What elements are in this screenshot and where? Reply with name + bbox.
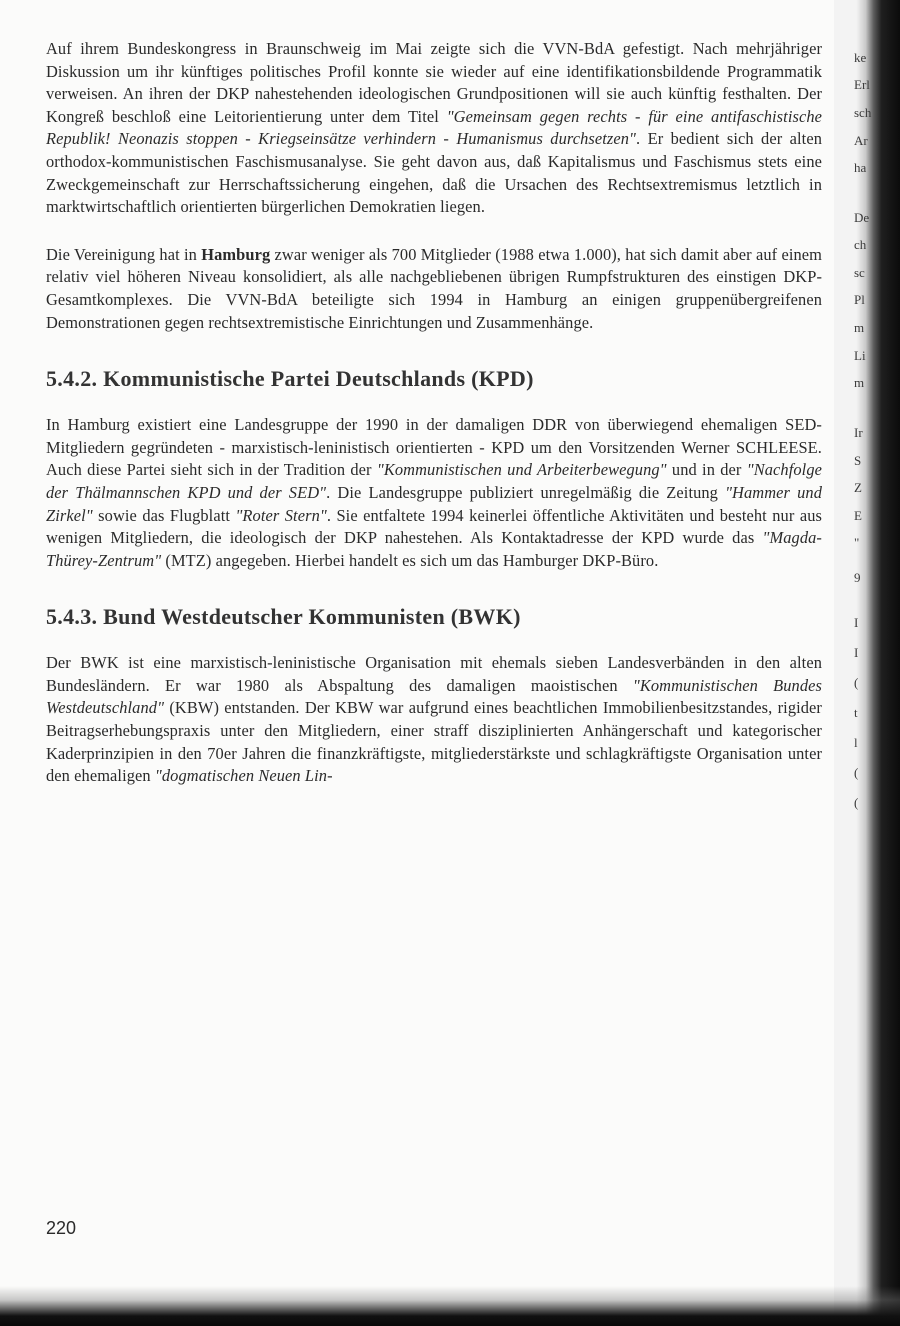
bleed-fragment: ( <box>854 675 859 690</box>
bleed-fragment: ke <box>854 50 867 65</box>
text-run: . Die Landesgruppe publiziert unregelmäßig die Zeitung <box>326 482 726 502</box>
bleed-fragment: 9 <box>854 570 861 585</box>
text-run: . Er bedient sich der alten orthodox-kommunistischen Faschismusanalyse. Sie geht davon aus, daß Kapitalismus und Faschismus stets eine Zweckgemeinschaft zur Herrschaftssicherung eingehen, daß die Ursachen des Rechtsextremismus letztlich in marktwirtschaftlich orientierten bürgerlichen Demokratien liegen. <box>46 129 822 217</box>
text-run: Der BWK ist eine marxistisch-leninistische Organisation mit ehemals sieben Landesverbänden in den alten Bundesländern. Er war 1980 als Abspaltung des damaligen maoistischen <box>46 653 822 695</box>
bleed-fragment: Z <box>854 480 862 495</box>
bleed-fragment: ( <box>854 765 859 780</box>
quote-tradition: "Kommunistischen und Arbeiterbewegung" <box>376 460 667 480</box>
bleed-fragment: " <box>854 535 860 550</box>
bleed-fragment: m <box>854 320 865 335</box>
section-heading-bwk: 5.4.3. Bund Westdeutscher Kommunisten (BWK) <box>46 604 521 630</box>
bottom-scan-shadow <box>0 1286 900 1326</box>
quote-leitorientierung-title: "Gemeinsam gegen rechts - für eine antifaschistische Republik! Neonazis stoppen - Kriegseinsätze verhindern - Humanismus durchsetzen" <box>46 106 822 149</box>
text-run: (KBW) entstanden. Der KBW war aufgrund eines beachtlichen Immobilienbesitzstandes, rigider Beitragserhebungspraxis unter den Mitgliedern, einer straff disziplinierten Anhängerschaft und kategorischer Kaderprinzipien in den 70er Jahren die finanzkräftigste, mitgliederstärkste und schlagkräftigste Organisation unter den ehemaligen <box>46 698 822 786</box>
bleed-fragment: Erl <box>854 77 870 92</box>
section-heading-kpd: 5.4.2. Kommunistische Partei Deutschlands (KPD) <box>46 366 534 392</box>
page-number: 220 <box>46 1218 77 1238</box>
text-column <box>46 38 822 813</box>
paragraph-kpd <box>46 414 822 572</box>
bleed-fragment: S <box>854 453 862 468</box>
quote-dogmatische-neue-linke: "dogmatischen Neuen Lin- <box>154 766 333 786</box>
text-run: (MTZ) angegeben. Hierbei handelt es sich um das Hamburger DKP-Büro. <box>161 550 659 570</box>
text-run: . Sie entfaltete 1994 keinerlei öffentliche Aktivitäten und besteht nur aus wenigen Mitgliedern, die ideologisch der DKP nahestehen. Als Kontaktadresse der KPD wurde das <box>46 505 822 548</box>
bleed-fragment: sch <box>854 105 872 120</box>
quote-kbw: "Kommunistischen Bundes Westdeutschland" <box>46 675 822 718</box>
bleed-fragment: Li <box>854 348 866 363</box>
bleed-fragment: sc <box>854 265 865 280</box>
quote-nachfolge: "Nachfolge der Thälmannschen KPD und der SED" <box>46 460 822 502</box>
text-run: Auf ihrem Bundeskongress in Braunschweig im Mai zeigte sich die VVN-BdA gefestigt. Nach mehrjähriger Diskussion um ihr künftiges politisches Profil konnte sie wieder auf eine identifikationsbildende Programmatik verweisen. An ihren der DKP nahestehenden ideologischen Grundpositionen will sie auch künftig festhalten. Der Kongreß beschloß eine Leitorientierung unter dem Titel <box>46 39 822 126</box>
text-run: sowie das Flugblatt <box>92 505 236 525</box>
bleed-fragment: ha <box>854 160 867 175</box>
bleed-fragment: Ar <box>854 133 868 148</box>
paragraph-vvn-congress <box>46 38 822 219</box>
bleed-fragment: m <box>854 375 865 390</box>
bleed-fragment: I <box>854 645 859 660</box>
text-run: Die Vereinigung hat in <box>46 244 202 264</box>
quote-magda-thuerey-zentrum: "Magda-Thürey-Zentrum" <box>46 528 822 570</box>
text-run: In Hamburg existiert eine Landesgruppe der 1990 in der damaligen DDR von überwiegend ehemaligen SED-Mitgliedern gegründeten - marxistisch-leninistisch orientierten - KPD um den Vorsitzenden Werner SCHLEESE. Auch diese Partei sieht sich in der Tradition der <box>46 415 822 480</box>
bleed-fragment: I <box>854 615 859 630</box>
bleed-fragment: E <box>854 508 862 523</box>
quote-roter-stern: "Roter Stern" <box>235 505 327 525</box>
bleed-fragment: t <box>854 705 858 720</box>
paragraph-bwk <box>46 652 822 788</box>
bleed-fragment: ch <box>854 237 867 252</box>
quote-hammer-und-zirkel: "Hammer und Zirkel" <box>46 482 822 525</box>
text-run: zwar weniger als 700 Mitglieder (1988 etwa 1.000), hat sich damit aber auf einem relativ viel höheren Niveau konsolidiert, als alle nachgebliebenen übrigen Rumpfstrukturen des einstigen DKP-Gesamtkomplexes. Die VVN-BdA beteiligte sich 1994 in Hamburg an einigen gruppenübergreifenen Demonstrationen gegen rechtsextremistische Einrichtungen und Zusammenhänge. <box>46 244 822 332</box>
paragraph-vvn-hamburg <box>46 244 822 334</box>
bleed-fragment: l <box>854 735 858 750</box>
bleed-fragment: ( <box>854 795 859 810</box>
bleed-fragment: Pl <box>854 292 865 307</box>
binding-shadow <box>834 0 900 1326</box>
bleed-fragment: De <box>854 210 870 225</box>
emphasis-hamburg: Hamburg <box>201 244 271 264</box>
text-run: und in der <box>666 460 747 480</box>
bleed-fragment: Ir <box>854 425 863 440</box>
